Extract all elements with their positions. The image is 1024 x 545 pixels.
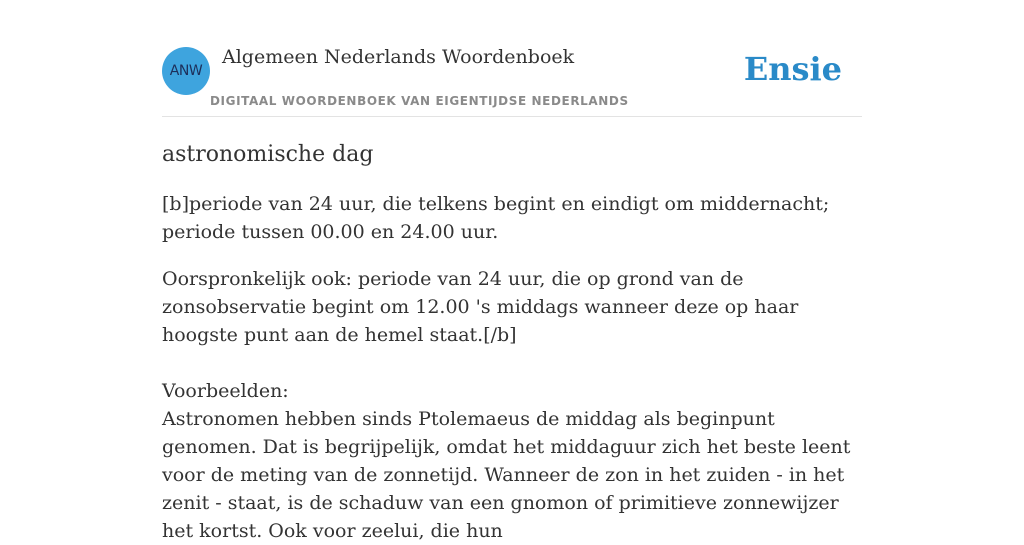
- page-container: [162, 0, 862, 545]
- entry-extra-definition: Oorspronkelijk ook: periode van 24 uur, die op grond van de zonsobservatie begint om 12.00 's middags wanneer deze op haar hoogste punt aan de hemel staat.[/b]: [162, 268, 799, 346]
- examples-text: Astronomen hebben sinds Ptolemaeus de middag als beginpunt genomen. Dat is begrijpelijk, omdat het middaguur zich het beste leent voor de meting van de zonnetijd. Wanneer de zon in het zuiden - in het zenit - staat, is de schaduw van een gnomon of primitieve zonnewijzer het kortst. Ook voor zeelui, die hun: [162, 408, 851, 542]
- examples-label: Voorbeelden:: [162, 380, 289, 402]
- site-header: [162, 0, 862, 117]
- ensie-brand-link[interactable]: Ensie: [743, 50, 842, 88]
- logo-text: ANW: [169, 63, 203, 79]
- site-title-link[interactable]: Algemeen Nederlands Woordenboek: [222, 46, 575, 68]
- site-subtitle: DIGITAAL WOORDENBOEK VAN EIGENTIJDSE NEDERLANDS: [210, 94, 629, 108]
- entry-definition: [b]periode van 24 uur, die telkens begint en eindigt om middernacht; periode tussen 00.00 en 24.00 uur.: [162, 193, 830, 243]
- anw-logo[interactable]: [162, 47, 210, 95]
- entry-title: astronomische dag: [162, 142, 374, 167]
- entry-content: [162, 142, 862, 545]
